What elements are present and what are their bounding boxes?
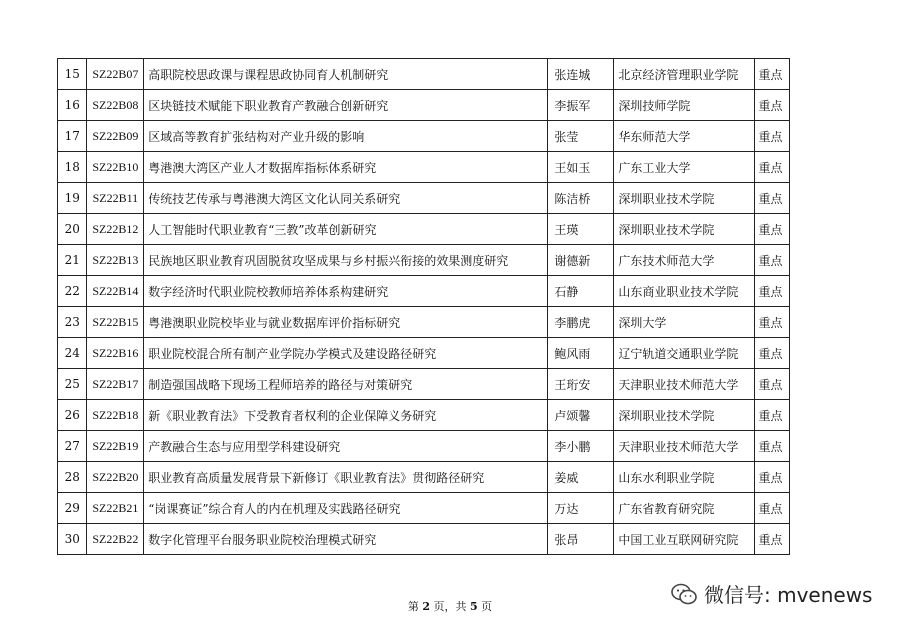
- row-number-cell: 29: [58, 493, 87, 524]
- row-number-cell: 26: [58, 400, 87, 431]
- institution-cell: 山东水利职业学院: [614, 462, 755, 493]
- project-code-cell: SZ22B07: [87, 59, 144, 90]
- row-number-cell: 19: [58, 183, 87, 214]
- wechat-watermark: [670, 579, 872, 608]
- table-row: [58, 493, 790, 524]
- project-leader-cell: 李振军: [548, 90, 614, 121]
- project-level-cell: 重点: [755, 152, 790, 183]
- project-leader-cell: 姜威: [548, 462, 614, 493]
- project-leader-cell: 张昂: [548, 524, 614, 555]
- project-title-cell: 粤港澳职业院校毕业与就业数据库评价指标研究: [144, 307, 548, 338]
- project-leader-cell: 陈洁桥: [548, 183, 614, 214]
- project-leader-cell: 卢颂馨: [548, 400, 614, 431]
- project-code-cell: SZ22B22: [87, 524, 144, 555]
- project-level-cell: 重点: [755, 400, 790, 431]
- project-title-cell: 区域高等教育扩张结构对产业升级的影响: [144, 121, 548, 152]
- footer-page-total: 5: [470, 600, 478, 613]
- table-row: [58, 276, 790, 307]
- institution-cell: 天津职业技术师范大学: [614, 369, 755, 400]
- project-code-cell: SZ22B17: [87, 369, 144, 400]
- project-leader-cell: 李小鹏: [548, 431, 614, 462]
- project-level-cell: 重点: [755, 307, 790, 338]
- project-title-cell: 传统技艺传承与粤港澳大湾区文化认同关系研究: [144, 183, 548, 214]
- project-title-cell: 数字化管理平台服务职业院校治理模式研究: [144, 524, 548, 555]
- table-row: [58, 152, 790, 183]
- row-number-cell: 30: [58, 524, 87, 555]
- project-title-cell: 民族地区职业教育巩固脱贫攻坚成果与乡村振兴衔接的效果测度研究: [144, 245, 548, 276]
- watermark-text: 微信号: mvenews: [704, 583, 873, 607]
- project-code-cell: SZ22B12: [87, 214, 144, 245]
- project-level-cell: 重点: [755, 121, 790, 152]
- row-number-cell: 21: [58, 245, 87, 276]
- project-leader-cell: 谢德新: [548, 245, 614, 276]
- institution-cell: 广东省教育研究院: [614, 493, 755, 524]
- row-number-cell: 28: [58, 462, 87, 493]
- table-row: [58, 59, 790, 90]
- project-level-cell: 重点: [755, 431, 790, 462]
- institution-cell: 广东工业大学: [614, 152, 755, 183]
- project-leader-cell: 石静: [548, 276, 614, 307]
- project-code-cell: SZ22B11: [87, 183, 144, 214]
- footer-prefix: 第: [407, 600, 423, 613]
- footer-page-number: 2: [422, 600, 430, 613]
- project-leader-cell: 王如玉: [548, 152, 614, 183]
- project-title-cell: 区块链技术赋能下职业教育产教融合创新研究: [144, 90, 548, 121]
- project-level-cell: 重点: [755, 276, 790, 307]
- project-leader-cell: 鲍风雨: [548, 338, 614, 369]
- institution-cell: 华东师范大学: [614, 121, 755, 152]
- institution-cell: 北京经济管理职业学院: [614, 59, 755, 90]
- project-level-cell: 重点: [755, 59, 790, 90]
- project-level-cell: 重点: [755, 183, 790, 214]
- table-row: [58, 369, 790, 400]
- project-code-cell: SZ22B15: [87, 307, 144, 338]
- row-number-cell: 22: [58, 276, 87, 307]
- project-leader-cell: 张连城: [548, 59, 614, 90]
- project-title-cell: 职业教育高质量发展背景下新修订《职业教育法》贯彻路径研究: [144, 462, 548, 493]
- project-code-cell: SZ22B08: [87, 90, 144, 121]
- project-level-cell: 重点: [755, 338, 790, 369]
- project-level-cell: 重点: [755, 245, 790, 276]
- project-leader-cell: 王瑛: [548, 214, 614, 245]
- institution-cell: 广东技术师范大学: [614, 245, 755, 276]
- table-row: [58, 431, 790, 462]
- footer-suffix: 页: [477, 600, 493, 613]
- institution-cell: 天津职业技术师范大学: [614, 431, 755, 462]
- project-level-cell: 重点: [755, 462, 790, 493]
- institution-cell: 山东商业职业技术学院: [614, 276, 755, 307]
- row-number-cell: 18: [58, 152, 87, 183]
- table-row: [58, 121, 790, 152]
- footer-middle: 页，共: [430, 600, 470, 613]
- project-title-cell: 人工智能时代职业教育“三教”改革创新研究: [144, 214, 548, 245]
- project-title-cell: 高职院校思政课与课程思政协同育人机制研究: [144, 59, 548, 90]
- project-title-cell: 新《职业教育法》下受教育者权利的企业保障义务研究: [144, 400, 548, 431]
- table-row: [58, 400, 790, 431]
- institution-cell: 深圳职业技术学院: [614, 183, 755, 214]
- institution-cell: 深圳职业技术学院: [614, 400, 755, 431]
- project-title-cell: 数字经济时代职业院校教师培养体系构建研究: [144, 276, 548, 307]
- row-number-cell: 23: [58, 307, 87, 338]
- row-number-cell: 25: [58, 369, 87, 400]
- table-row: [58, 524, 790, 555]
- project-leader-cell: 张莹: [548, 121, 614, 152]
- wechat-icon: [670, 582, 698, 606]
- project-table: [57, 58, 790, 555]
- project-code-cell: SZ22B10: [87, 152, 144, 183]
- table-row: [58, 183, 790, 214]
- institution-cell: 中国工业互联网研究院: [614, 524, 755, 555]
- row-number-cell: 17: [58, 121, 87, 152]
- project-title-cell: “岗课赛证”综合育人的内在机理及实践路径研究: [144, 493, 548, 524]
- row-number-cell: 16: [58, 90, 87, 121]
- project-code-cell: SZ22B13: [87, 245, 144, 276]
- project-level-cell: 重点: [755, 90, 790, 121]
- project-title-cell: 粤港澳大湾区产业人才数据库指标体系研究: [144, 152, 548, 183]
- row-number-cell: 24: [58, 338, 87, 369]
- project-title-cell: 制造强国战略下现场工程师培养的路径与对策研究: [144, 369, 548, 400]
- table-row: [58, 245, 790, 276]
- project-level-cell: 重点: [755, 369, 790, 400]
- project-code-cell: SZ22B21: [87, 493, 144, 524]
- project-level-cell: 重点: [755, 214, 790, 245]
- project-leader-cell: 万达: [548, 493, 614, 524]
- project-level-cell: 重点: [755, 524, 790, 555]
- project-code-cell: SZ22B14: [87, 276, 144, 307]
- table-row: [58, 307, 790, 338]
- row-number-cell: 15: [58, 59, 87, 90]
- project-code-cell: SZ22B19: [87, 431, 144, 462]
- institution-cell: 深圳职业技术学院: [614, 214, 755, 245]
- table-row: [58, 90, 790, 121]
- project-code-cell: SZ22B18: [87, 400, 144, 431]
- project-level-cell: 重点: [755, 493, 790, 524]
- institution-cell: 深圳大学: [614, 307, 755, 338]
- institution-cell: 辽宁轨道交通职业学院: [614, 338, 755, 369]
- project-code-cell: SZ22B09: [87, 121, 144, 152]
- institution-cell: 深圳技师学院: [614, 90, 755, 121]
- table-row: [58, 462, 790, 493]
- project-title-cell: 产教融合生态与应用型学科建设研究: [144, 431, 548, 462]
- table-row: [58, 338, 790, 369]
- table-row: [58, 214, 790, 245]
- project-code-cell: SZ22B16: [87, 338, 144, 369]
- project-leader-cell: 王珩安: [548, 369, 614, 400]
- row-number-cell: 27: [58, 431, 87, 462]
- row-number-cell: 20: [58, 214, 87, 245]
- project-title-cell: 职业院校混合所有制产业学院办学模式及建设路径研究: [144, 338, 548, 369]
- project-leader-cell: 李鹏虎: [548, 307, 614, 338]
- project-code-cell: SZ22B20: [87, 462, 144, 493]
